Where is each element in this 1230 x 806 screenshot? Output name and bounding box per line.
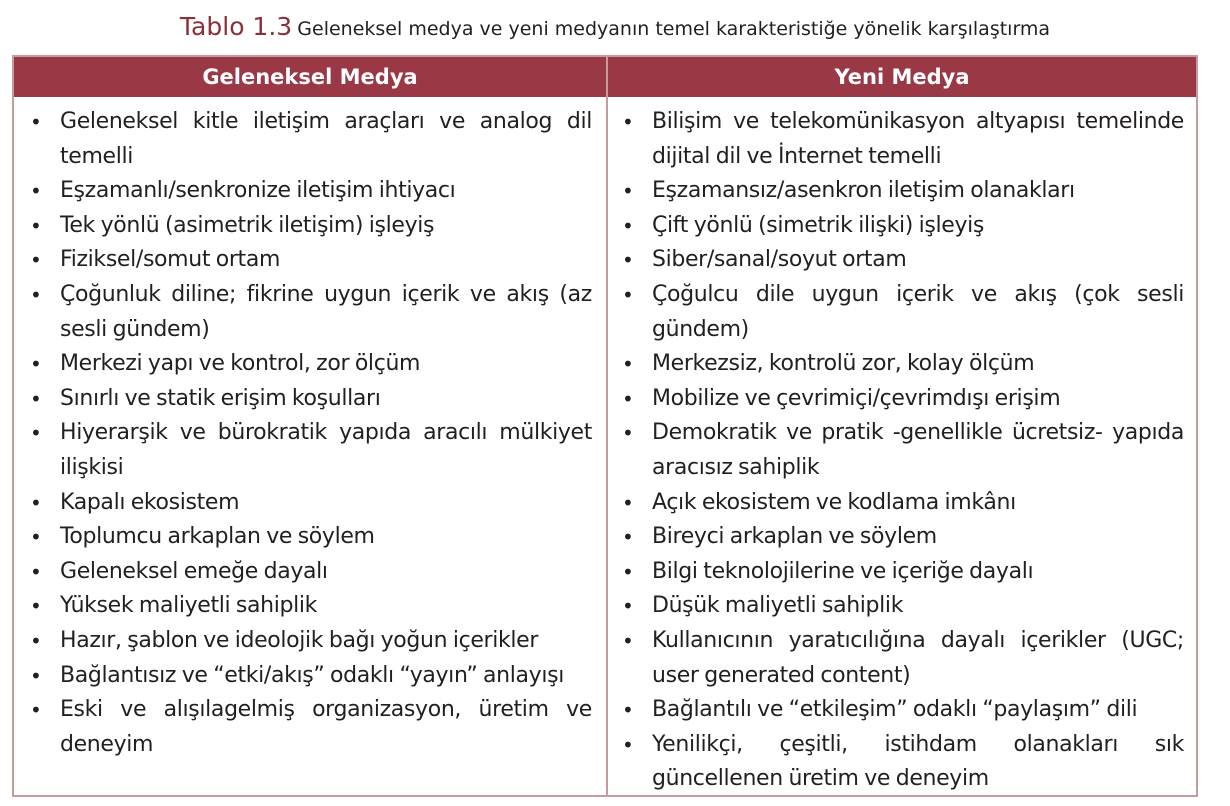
list-item: • Yüksek maliyetli sahiplik (28, 589, 592, 624)
list-item: • Eşzamanlı/senkronize iletişim ihtiyacı (28, 174, 592, 209)
list-item: • Yenilikçi, çeşitli, istihdam olanakları sık güncellenen üretim ve deneyim (620, 728, 1184, 797)
list-item: • Geleneksel kitle iletişim araçları ve analog dil temelli (28, 105, 592, 174)
list-item: • Çift yönlü (simetrik ilişki) işleyiş (620, 209, 1184, 244)
list-item: • Açık ekosistem ve kodlama imkânı (620, 486, 1184, 521)
list-item: • Eski ve alışılagelmiş organizasyon, üretim ve deneyim (28, 693, 592, 762)
list-item: • Çoğunluk diline; fikrine uygun içerik ve akış (az sesli gündem) (28, 278, 592, 347)
header-new-media: Yeni Medya (834, 65, 970, 89)
list-item: • Sınırlı ve statik erişim koşulları (28, 382, 592, 417)
list-item: • Siber/sanal/soyut ortam (620, 243, 1184, 278)
list-item: • Bilgi teknolojilerine ve içeriğe dayalı (620, 555, 1184, 590)
list-item: • Eşzamansız/asenkron iletişim olanakları (620, 174, 1184, 209)
header-traditional-media: Geleneksel Medya (202, 65, 418, 89)
table-caption (0, 10, 1230, 47)
list-item: • Hazır, şablon ve ideolojik bağı yoğun içerikler (28, 624, 592, 659)
list-item: • Toplumcu arkaplan ve söylem (28, 520, 592, 555)
list-item: • Kullanıcının yaratıcılığına dayalı içerikler (UGC; user generated content) (620, 624, 1184, 693)
table-header-row (14, 57, 1196, 97)
new-media-list (620, 105, 1184, 797)
list-item: • Kapalı ekosistem (28, 486, 592, 521)
list-item: • Bağlantılı ve “etkileşim” odaklı “paylaşım” dili (620, 693, 1184, 728)
list-item: • Merkezsiz, kontrolü zor, kolay ölçüm (620, 347, 1184, 382)
list-item: • Demokratik ve pratik -genellikle ücretsiz- yapıda aracısız sahiplik (620, 416, 1184, 485)
column-divider (606, 57, 608, 795)
caption-label: Tablo 1.3 (179, 12, 293, 41)
list-item: • Çoğulcu dile uygun içerik ve akış (çok sesli gündem) (620, 278, 1184, 347)
list-item: • Düşük maliyetli sahiplik (620, 589, 1184, 624)
list-item: • Merkezi yapı ve kontrol, zor ölçüm (28, 347, 592, 382)
comparison-table (12, 55, 1198, 797)
traditional-media-list (28, 105, 592, 762)
caption-title: Geleneksel medya ve yeni medyanın temel karakteristiğe yönelik karşılaştırma (297, 18, 1051, 40)
list-item: • Fiziksel/somut ortam (28, 243, 592, 278)
list-item: • Bağlantısız ve “etki/akış” odaklı “yayın” anlayışı (28, 659, 592, 694)
list-item: • Bireyci arkaplan ve söylem (620, 520, 1184, 555)
list-item: • Bilişim ve telekomünikasyon altyapısı temelinde dijital dil ve İnternet temelli (620, 105, 1184, 174)
list-item: • Tek yönlü (asimetrik iletişim) işleyiş (28, 209, 592, 244)
list-item: • Hiyerarşik ve bürokratik yapıda aracılı mülkiyet ilişkisi (28, 416, 592, 485)
list-item: • Geleneksel emeğe dayalı (28, 555, 592, 590)
list-item: • Mobilize ve çevrimiçi/çevrimdışı erişim (620, 382, 1184, 417)
